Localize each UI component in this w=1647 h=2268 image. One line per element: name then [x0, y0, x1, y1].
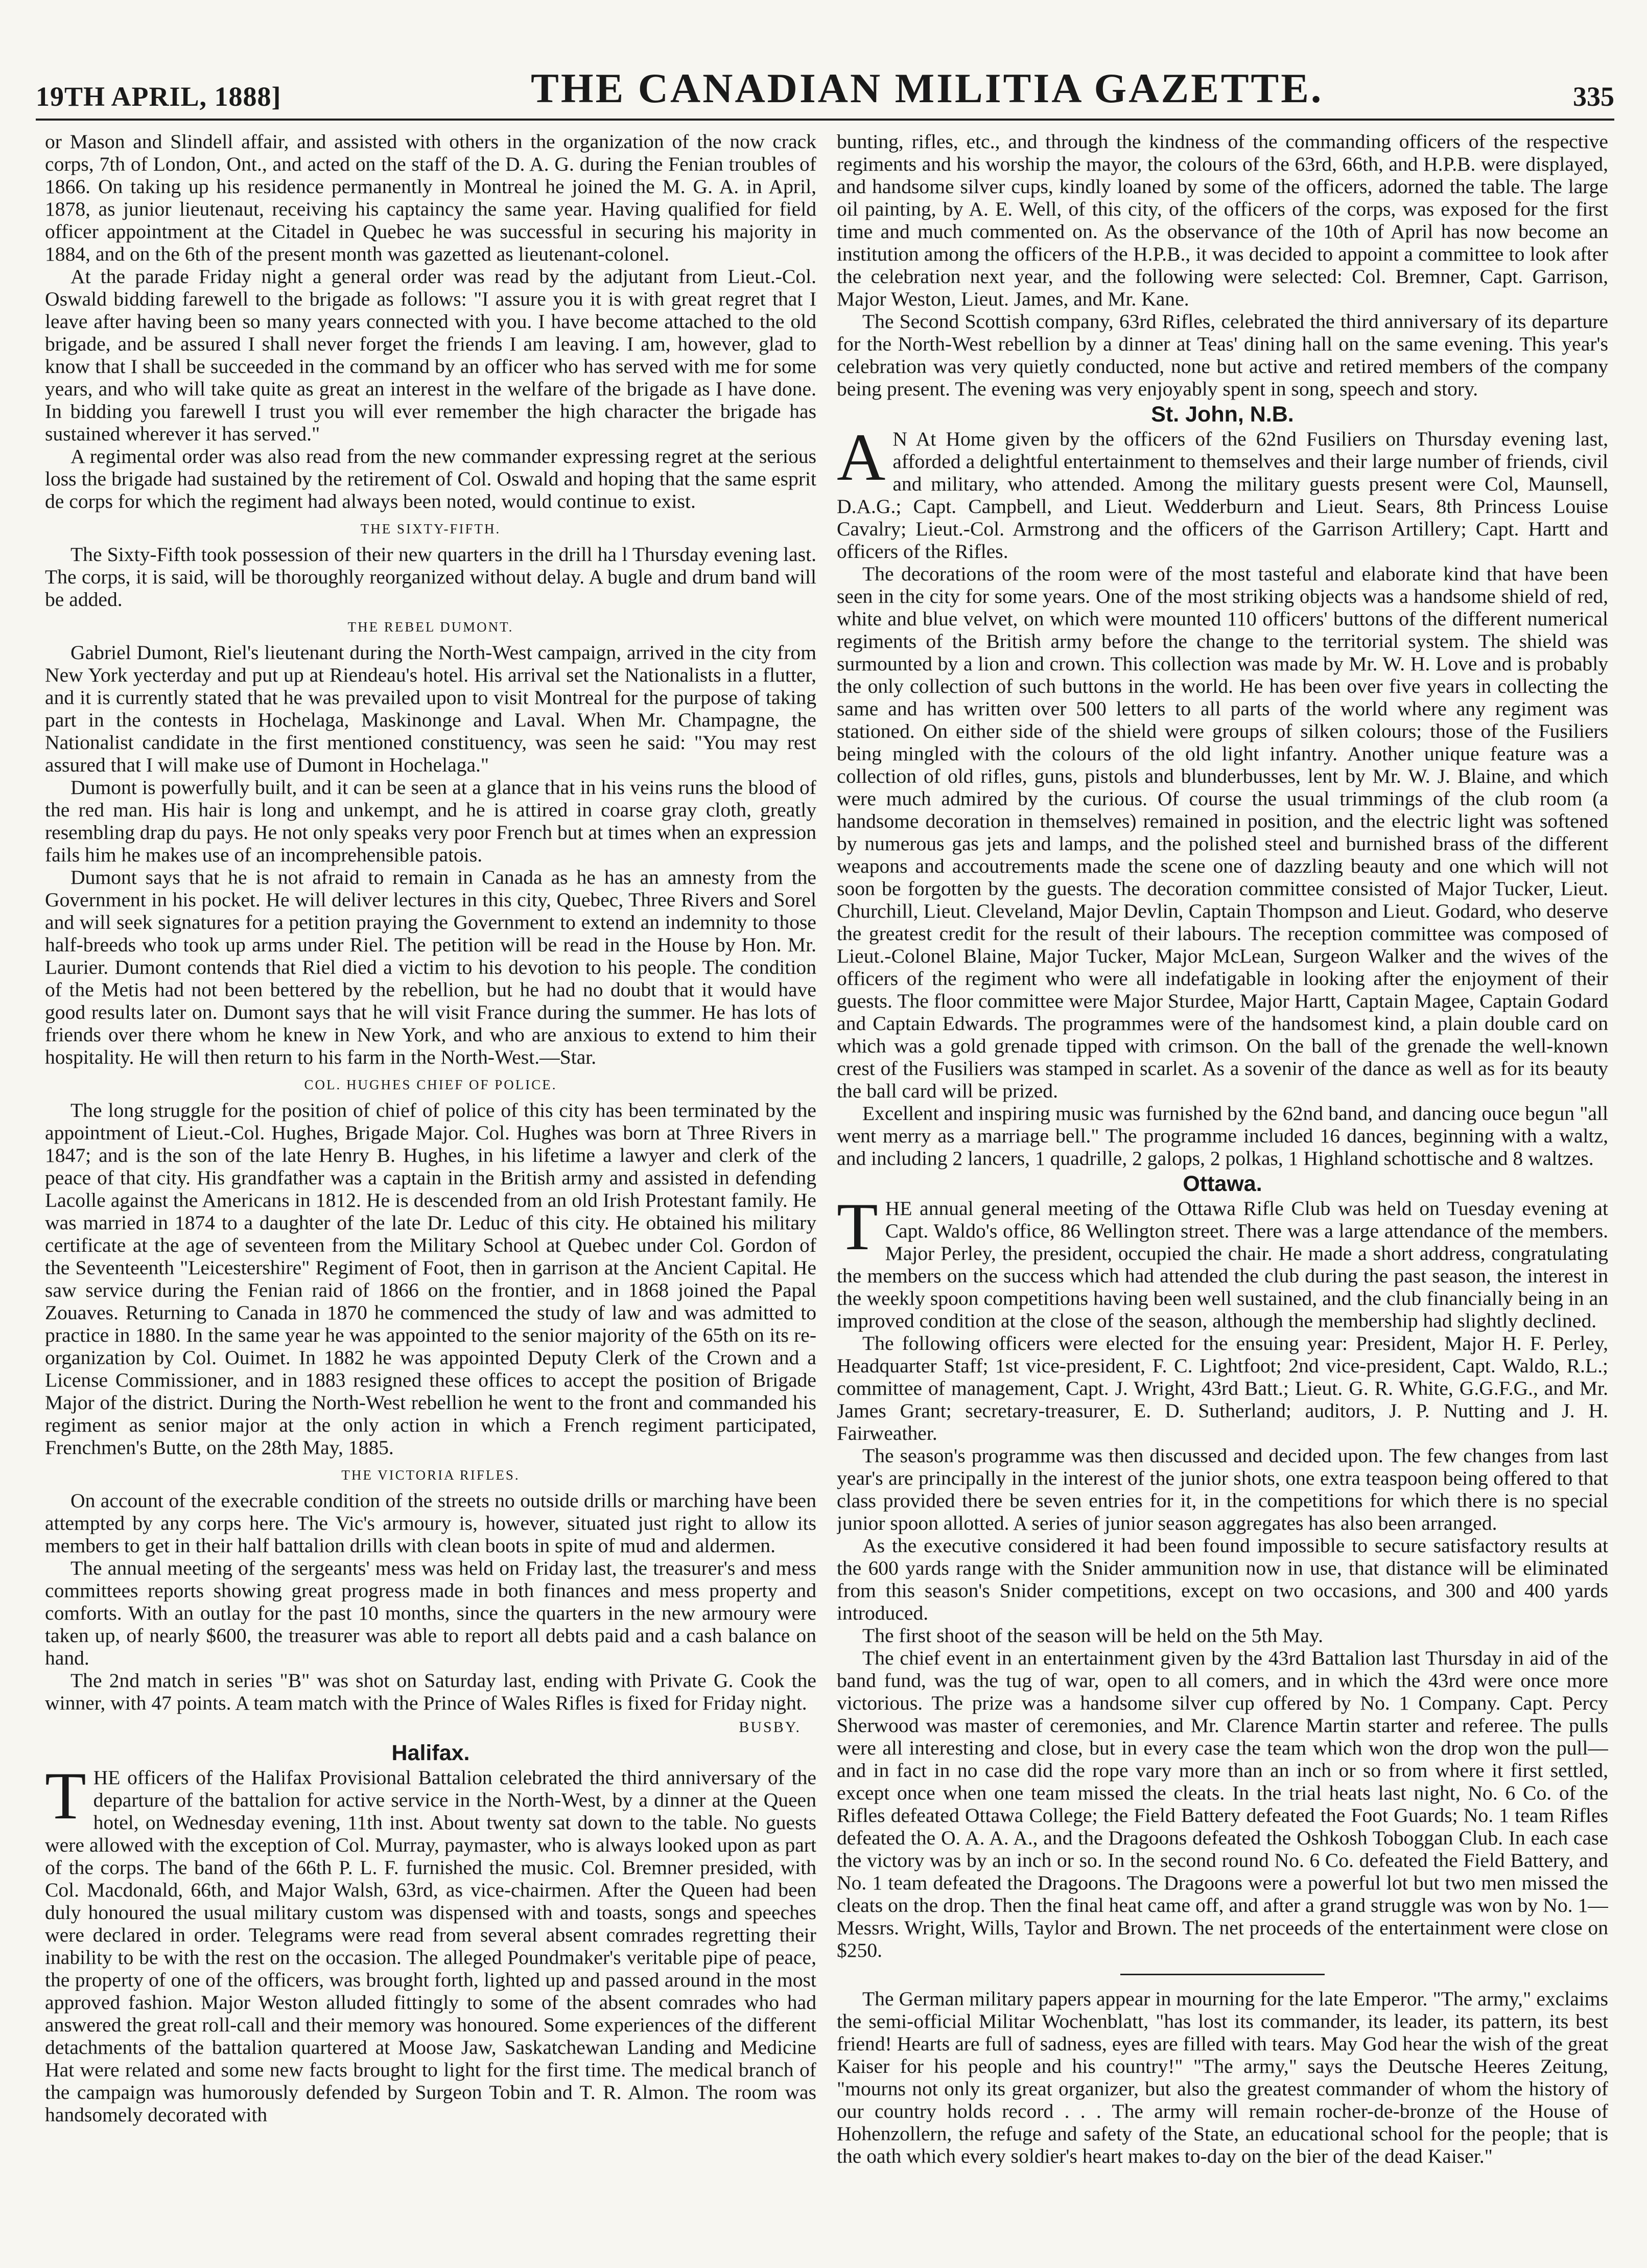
article-paragraph: The 2nd match in series "B" was shot on Saturday last, ending with Private G. Cook the winner, with 47 points. A team match with the Prince of Wales Rifles is fixed for Friday night.	[45, 1669, 816, 1714]
article-paragraph: Dumont is powerfully built, and it can be seen at a glance that in his veins runs the blood of the red man. His hair is long and unkempt, and he is attired in coarse gray cloth, greatly resembling drap du pays. He not only speaks very poor French but at times when an expression fails him he makes use of an incomprehensible patois.	[45, 776, 816, 866]
section-divider	[1120, 1974, 1325, 1975]
article-paragraph: The chief event in an entertainment given by the 43rd Battalion last Thursday in aid of the band fund, was the tug of war, open to all comers, and in which the 43rd were once more victorious. The prize was a handsome silver cup offered by No. 1 Company. Capt. Percy Sherwood was master of ceremonies, and Mr. Clarence Martin starter and referee. The pulls were all interesting and close, but in every case the team which won the drop won the pull—and in fact in no case did the rope vary more than an inch or so from where it first settled, except once when one team missed the cleats. In the trial heats last night, No. 6 Co. of the Rifles defeated Ottawa College; the Field Battery defeated the Foot Guards; No. 1 team Rifles defeated the O. A. A. A., and the Dragoons defeated the Oshkosh Toboggan Club. In each case the victory was by an inch or so. In the second round No. 6 Co. defeated the Field Battery, and No. 1 team defeated the Dragoons. The Dragoons were a powerful lot but two men missed the cleats on the drop. Then the final heat came off, and after a grand struggle was won by No. 1—Messrs. Wright, Wills, Taylor and Brown. The net proceeds of the entertainment were close on $250.	[837, 1647, 1608, 1961]
article-paragraph: THE officers of the Halifax Provisional Battalion celebrated the third anniversary of the departure of the battalion for active service in the North-West, by a dinner at the Queen hotel, on Wednesday evening, 11th inst. About twenty sat down to the table. No guests were allowed with the exception of Col. Murray, paymaster, who is always looked upon as part of the corps. The band of the 66th P. L. F. furnished the music. Col. Bremner presided, with Col. Macdonald, 66th, and Major Walsh, 63rd, as vice-chairmen. After the Queen had been duly honoured the usual military custom was dispensed with and toasts, songs and speeches were declared in order. Telegrams were read from several absent comrades regretting their inability to be with the rest on the occasion. The alleged Poundmaker's veritable pipe of peace, the property of one of the officers, was brought forth, lighted up and passed around in the most approved fashion. Major Weston alluded fittingly to some of the absent comrades who had answered the great roll-call and their memory was honoured. Some experiences of the different detachments of the battalion quartered at Moose Jaw, Saskatchewan Landing and Medicine Hat were related and some new facts brought to light for the first time. The medical branch of the campaign was humorously defended by Surgeon Tobin and T. R. Almon. The room was handsomely decorated with	[45, 1758, 816, 2126]
article-paragraph: The long struggle for the position of chief of police of this city has been terminated by the appointment of Lieut.-Col. Hughes, Brigade Major. Col. Hughes was born at Three Rivers in 1847; and is the son of the late Henry B. Hughes, in his lifetime a lawyer and clerk of the peace of that city. His grandfather was a captain in the British army and assisted in defending Lacolle against the Americans in 1812. He is descended from an old Irish Protestant family. He was married in 1874 to a daughter of the late Dr. Leduc of this city. He obtained his military certificate at the age of seventeen from the Military School at Quebec under Col. Gordon of the Seventeenth "Leicestershire" Regiment of Foot, then in garrison at the Ancient Capital. He saw service during the Fenian raid of 1866 on the frontier, and in 1868 joined the Papal Zouaves. Returning to Canada in 1870 he commenced the study of law and was admitted to practice in 1880. In the same year he was appointed to the senior majority of the 65th on its re-organization by Col. Ouimet. In 1882 he was appointed Deputy Clerk of the Crown and a License Commissioner, and in 1883 resigned these offices to accept the position of Brigade Major of the district. During the North-West rebellion he went to the front and commanded his regiment as senior major at the only action in which a French regiment participated, Frenchmen's Butte, on the 28th May, 1885.	[45, 1099, 816, 1459]
article-paragraph: The Sixty-Fifth took possession of their new quarters in the drill ha l Thursday evening last. The corps, it is said, will be thoroughly reorganized without delay. A bugle and drum band will be added.	[45, 543, 816, 611]
article-paragraph: Excellent and inspiring music was furnished by the 62nd band, and dancing ouce begun "all went merry as a marriage bell." The programme included 16 dances, beginning with a waltz, and including 2 lancers, 1 quadrille, 2 galops, 2 polkas, 1 Highland schottische and 8 waltzes.	[837, 1102, 1608, 1170]
page-number: 335	[1572, 81, 1614, 112]
article-paragraph: The following officers were elected for the ensuing year: President, Major H. F. Perley, Headquarter Staff; 1st vice-president, F. C. Lightfoot; 2nd vice-president, Capt. Waldo, R.L.; committee of management, Capt. J. Wright, 43rd Batt.; Lieut. G. R. White, G.G.F.G., and Mr. James Grant; secretary-treasurer, E. D. Sutherland; auditors, J. P. Nutting and J. H. Fairweather.	[837, 1332, 1608, 1444]
article-paragraph: THE annual general meeting of the Ottawa Rifle Club was held on Tuesday evening at Capt. Waldo's office, 86 Wellington street. There was a large attendance of the members. Major Perley, the president, occupied the chair. He made a short address, congratulating the members on the success which had attended the club during the past season, the interest in the weekly spoon competitions having been well sustained, and the club financially being in an improved condition at the close of the season, although the membership had slightly declined.	[837, 1189, 1608, 1332]
correspondent-signature: BUSBY.	[739, 1719, 801, 1736]
section-heading-st-john: St. John, N.B.	[1151, 402, 1294, 427]
header-rule	[36, 119, 1614, 121]
article-paragraph: or Mason and Slindell affair, and assisted with others in the organization of the now crack corps, 7th of London, Ont., and acted on the staff of the D. A. G. during the Fenian troubles of 1866. On taking up his residence permanently in Montreal he joined the M. G. A. in April, 1878, as junior lieutenaut, receiving his captaincy the same year. Having qualified for field officer appointment at the Citadel in Quebec he was successful in securing his majority in 1884, and on the 6th of the present month was gazetted as lieutenant-colonel.	[45, 130, 816, 265]
publication-title: THE CANADIAN MILITIA GAZETTE.	[531, 65, 1324, 111]
article-paragraph: A regimental order was also read from the new commander expressing regret at the serious loss the brigade had sustained by the retirement of Col. Oswald and hoping that the same esprit de corps for which the regiment had always been noted, would continue to exist.	[45, 445, 816, 512]
article-paragraph: The first shoot of the season will be held on the 5th May.	[862, 1624, 1324, 1647]
article-paragraph: At the parade Friday night a general order was read by the adjutant from Lieut.-Col. Oswald bidding farewell to the brigade as follows: "I assure you it is with great regret that I leave after having been so many years connected with you. I have become attached to the old brigade, and be assured I shall never forget the friends I am leaving. I am, however, glad to know that I shall be succeeded in the command by an officer who has served with me for some years, and who will take quite as great an interest in the welfare of the brigade as I have done. In bidding you farewell I trust you will ever remember the high character the brigade has sustained wherever it has served."	[45, 265, 816, 445]
article-paragraph: Dumont says that he is not afraid to remain in Canada as he has an amnesty from the Government in his pocket. He will deliver lectures in this city, Quebec, Three Rivers and Sorel and will seek signatures for a petition praying the Government to extend an indemnity to those half-breeds who took up arms under Riel. The petition will be read in the House by Hon. Mr. Laurier. Dumont contends that Riel died a victim to his devotion to his people. The condition of the Metis had not been bettered by the rebellion, but he had no doubt that it would have good results later on. Dumont says that he will visit France during the summer. He has lots of friends over there whom he knew in New York, and who are anxious to extend to him their hospitality. He will then return to his farm in the North-West.—Star.	[45, 866, 816, 1068]
article-paragraph: As the executive considered it had been found impossible to secure satisfactory results at the 600 yards range with the Snider ammunition now in use, that distance will be eliminated from this season's Snider competitions, except on two occasions, and 300 and 400 yards introduced.	[837, 1534, 1608, 1624]
subheading-col-hughes: COL. HUGHES CHIEF OF POLICE.	[304, 1077, 557, 1092]
masthead	[36, 51, 1614, 112]
issue-date: 19TH APRIL, 1888]	[36, 81, 281, 112]
article-paragraph: On account of the execrable condition of the streets no outside drills or marching have been attempted by any corps here. The Vic's armoury is, however, situated just right to allow its members to get in their half battalion drills with clean boots in spite of mud and aldermen.	[45, 1489, 816, 1557]
left-column	[45, 130, 816, 2246]
article-paragraph: The decorations of the room were of the most tasteful and elaborate kind that have been seen in the city for some years. One of the most striking objects was a handsome shield of red, white and blue velvet, on which were mounted 110 officers' buttons of the different numerical regiments of the British army before the change to the territorial system. The shield was surmounted by a lion and crown. This collection was made by Mr. W. H. Love and is probably the only collection of such buttons in the world. He has been over five years in collecting the same and has written over 500 letters to all parts of the world where any regiment was stationed. On either side of the shield were groups of silken colours; those of the Fusiliers being mingled with the colours of the old light infantry. Another unique feature was a collection of old rifles, guns, pistols and blunderbusses, lent by Mr. W. J. Blaine, and which were much admired by the curious. Of course the usual trimmings of the club room (a handsome decoration in themselves) remained in position, and the electric light was softened by numerous gas jets and lamps, and the polished steel and burnished brass of the different weapons and accoutrements made the scene one of dazzling beauty and one which will not soon be forgotten by the guests. The decoration committee consisted of Major Tucker, Lieut. Churchill, Lieut. Cleveland, Major Devlin, Captain Thompson and Lieut. Godard, who deserve the greatest credit for the result of their labours. The reception committee was composed of Lieut.-Colonel Blaine, Major Tucker, Major McLean, Surgeon Walker and the wives of the officers of the regiment who were all indefatigable in looking after the enjoyment of their guests. The floor committee were Major Sturdee, Major Hartt, Captain Magee, Captain Godard and Captain Edwards. The programmes were of the handsomest kind, a plain double card on which was a gold grenade tipped with crimson. On the ball of the grenade the well-known crest of the Fusiliers was stamped in scarlet. As a sovenir of the dance as well as for its beauty the ball card will be prized.	[837, 563, 1608, 1102]
article-paragraph: The season's programme was then discussed and decided upon. The few changes from last year's are principally in the interest of the junior shots, one extra teaspoon being offered to that class provided there be seven entries for it, in the competitions for which there is no special junior spoon allotted. A series of junior season aggregates has also been arranged.	[837, 1444, 1608, 1534]
section-heading-ottawa: Ottawa.	[1183, 1172, 1262, 1196]
subheading-sixty-fifth: THE SIXTY-FIFTH.	[360, 521, 501, 536]
article-paragraph: The Second Scottish company, 63rd Rifles, celebrated the third anniversary of its departure for the North-West rebellion by a dinner at Teas' dining hall on the same evening. This year's celebration was very quietly conducted, none but active and retired members of the company being present. The evening was very enjoyably spent in song, speech and story.	[837, 310, 1608, 400]
article-paragraph: AN At Home given by the officers of the 62nd Fusiliers on Thursday evening last, afforded a delightful entertainment to themselves and their large number of friends, civil and military, who attended. Among the military guests present were Col, Maunsell, D.A.G.; Capt. Campbell, and Lieut. Wedderburn and Lieut. Sears, 8th Princess Louise Cavalry; Lieut.-Col. Armstrong and the officers of the Garrison Artillery; Capt. Hartt and officers of the Rifles.	[837, 419, 1608, 563]
article-paragraph: The annual meeting of the sergeants' mess was held on Friday last, the treasurer's and mess committees reports showing great progress made in both finances and mess property and comforts. With an outlay for the past 10 months, since the quarters in the new armoury were taken up, of nearly $600, the treasurer was able to report all debts paid and a cash balance on hand.	[45, 1557, 816, 1669]
article-paragraph: Gabriel Dumont, Riel's lieutenant during the North-West campaign, arrived in the city from New York yecterday and put up at Riendeau's hotel. His arrival set the Nationalists in a flutter, and it is currently stated that he was prevailed upon to visit Montreal for the purpose of taking part in the contests in Hochelaga, Maskinonge and Laval. When Mr. Champagne, the Nationalist candidate in the first mentioned constituency, was seen he said: "You may rest assured that I will make use of Dumont in Hochelaga."	[45, 641, 816, 776]
article-paragraph: The German military papers appear in mourning for the late Emperor. "The army," exclaims the semi-official Militar Wochenblatt, "has lost its commander, its leader, its pattern, its best friend! Hearts are full of sadness, eyes are filled with tears. May God hear the wish of the great Kaiser for his people and his country!" "The army," says the Deutsche Heeres Zeitung, "mourns not only its great organizer, but also the greatest commander of whom the history of our country holds record . . . The army will remain rocher-de-bronze of the House of Hohenzollern, the refuge and safety of the State, an educational school for the people; that is the oath which every soldier's heart makes to-day on the bier of the dead Kaiser."	[837, 1988, 1608, 2167]
article-paragraph: bunting, rifles, etc., and through the kindness of the commanding officers of the respective regiments and his worship the mayor, the colours of the 63rd, 66th, and H.P.B. were displayed, and handsome silver cups, kindly loaned by some of the officers, adorned the table. The large oil painting, by A. E. Well, of this city, of the officers of the corps, was exposed for the first time and much commented on. As the observance of the 10th of April has now become an institution among the officers of the H.P.B., it was decided to appoint a committee to look after the celebration next year, and the following were selected: Col. Bremner, Capt. Garrison, Major Weston, Lieut. James, and Mr. Kane.	[837, 130, 1608, 310]
right-column	[837, 130, 1608, 2246]
subheading-rebel-dumont: THE REBEL DUMONT.	[347, 619, 514, 635]
section-heading-halifax: Halifax.	[391, 1741, 470, 1765]
subheading-victoria-rifles: THE VICTORIA RIFLES.	[341, 1467, 520, 1483]
